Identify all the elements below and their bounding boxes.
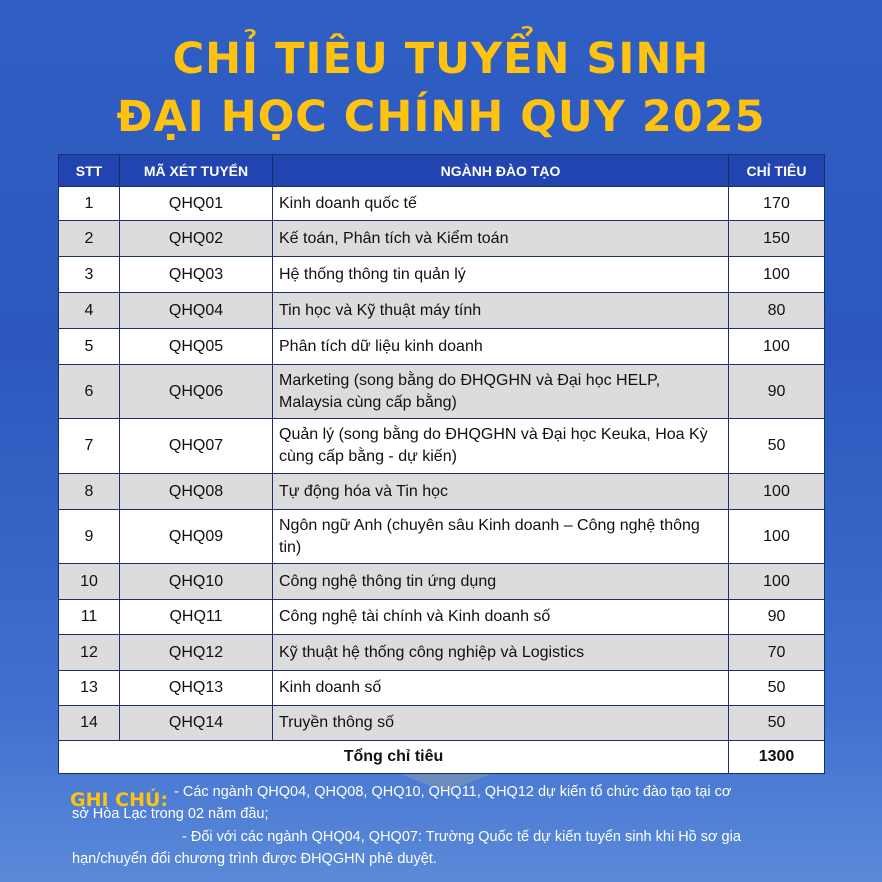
row-stt: 1 xyxy=(59,187,120,221)
row-quota: 100 xyxy=(729,329,825,365)
row-quota: 100 xyxy=(729,564,825,600)
row-quota: 100 xyxy=(729,257,825,293)
row-stt: 12 xyxy=(59,635,120,671)
note-2-line-1: - Đối với các ngành QHQ04, QHQ07: Trường Quốc tế dự kiến tuyển sinh khi Hồ sơ gia xyxy=(182,829,741,845)
row-major: Kỹ thuật hệ thống công nghiệp và Logistics xyxy=(273,635,729,671)
table-row xyxy=(59,564,825,600)
row-stt: 7 xyxy=(59,419,120,474)
row-stt: 6 xyxy=(59,365,120,419)
row-major: Kinh doanh quốc tế xyxy=(273,187,729,221)
row-code: QHQ08 xyxy=(120,474,273,510)
row-stt: 8 xyxy=(59,474,120,510)
row-quota: 100 xyxy=(729,510,825,564)
row-stt: 13 xyxy=(59,671,120,706)
row-major: Công nghệ tài chính và Kinh doanh số xyxy=(273,600,729,635)
row-major: Marketing (song bằng do ĐHQGHN và Đại học HELP, Malaysia cùng cấp bằng) xyxy=(273,365,729,419)
row-stt: 14 xyxy=(59,706,120,741)
row-code: QHQ04 xyxy=(120,293,273,329)
row-quota: 50 xyxy=(729,419,825,474)
table-row xyxy=(59,293,825,329)
row-stt: 4 xyxy=(59,293,120,329)
row-code: QHQ03 xyxy=(120,257,273,293)
total-value: 1300 xyxy=(729,741,825,774)
table-row xyxy=(59,671,825,706)
row-major: Tin học và Kỹ thuật máy tính xyxy=(273,293,729,329)
row-stt: 11 xyxy=(59,600,120,635)
row-code: QHQ07 xyxy=(120,419,273,474)
table-row xyxy=(59,221,825,257)
row-code: QHQ06 xyxy=(120,365,273,419)
header-major: NGÀNH ĐÀO TẠO xyxy=(273,155,729,187)
header-code: MÃ XÉT TUYỂN xyxy=(120,155,273,187)
table-header-row xyxy=(59,155,825,187)
row-major: Hệ thống thông tin quản lý xyxy=(273,257,729,293)
row-code: QHQ11 xyxy=(120,600,273,635)
row-code: QHQ13 xyxy=(120,671,273,706)
table-row xyxy=(59,600,825,635)
table-row xyxy=(59,706,825,741)
row-major: Kế toán, Phân tích và Kiểm toán xyxy=(273,221,729,257)
table-row xyxy=(59,510,825,564)
quota-table xyxy=(58,154,825,774)
note-1-line-1: - Các ngành QHQ04, QHQ08, QHQ10, QHQ11, QHQ12 dự kiến tổ chức đào tạo tại cơ xyxy=(174,784,732,800)
table-row xyxy=(59,474,825,510)
row-code: QHQ02 xyxy=(120,221,273,257)
table-row xyxy=(59,187,825,221)
note-2-line-2: hạn/chuyển đổi chương trình được ĐHQGHN phê duyệt. xyxy=(72,851,437,867)
row-quota: 90 xyxy=(729,600,825,635)
table-row xyxy=(59,257,825,293)
row-stt: 3 xyxy=(59,257,120,293)
header-quota: CHỈ TIÊU xyxy=(729,155,825,187)
row-quota: 100 xyxy=(729,474,825,510)
table-row xyxy=(59,329,825,365)
notes-label: GHI CHÚ: xyxy=(70,789,169,811)
row-quota: 50 xyxy=(729,706,825,741)
table-row xyxy=(59,419,825,474)
row-quota: 70 xyxy=(729,635,825,671)
row-code: QHQ01 xyxy=(120,187,273,221)
row-stt: 10 xyxy=(59,564,120,600)
table-row xyxy=(59,635,825,671)
total-label: Tổng chỉ tiêu xyxy=(59,741,729,774)
header-stt: STT xyxy=(59,155,120,187)
row-major: Công nghệ thông tin ứng dụng xyxy=(273,564,729,600)
row-code: QHQ14 xyxy=(120,706,273,741)
row-stt: 5 xyxy=(59,329,120,365)
row-quota: 90 xyxy=(729,365,825,419)
row-quota: 50 xyxy=(729,671,825,706)
row-stt: 2 xyxy=(59,221,120,257)
page-title-line-2: ĐẠI HỌC CHÍNH QUY 2025 xyxy=(116,92,766,142)
row-code: QHQ05 xyxy=(120,329,273,365)
row-quota: 150 xyxy=(729,221,825,257)
row-major: Kinh doanh số xyxy=(273,671,729,706)
row-stt: 9 xyxy=(59,510,120,564)
row-quota: 80 xyxy=(729,293,825,329)
row-major: Tự động hóa và Tin học xyxy=(273,474,729,510)
page-title-line-1: CHỈ TIÊU TUYỂN SINH xyxy=(172,34,710,84)
row-major: Ngôn ngữ Anh (chuyên sâu Kinh doanh – Công nghệ thông tin) xyxy=(273,510,729,564)
row-code: QHQ10 xyxy=(120,564,273,600)
note-1-line-2: sở Hòa Lạc trong 02 năm đầu; xyxy=(72,806,269,822)
row-quota: 170 xyxy=(729,187,825,221)
row-major: Quản lý (song bằng do ĐHQGHN và Đại học Keuka, Hoa Kỳ cùng cấp bằng - dự kiến) xyxy=(273,419,729,474)
table-row xyxy=(59,365,825,419)
row-major: Phân tích dữ liệu kinh doanh xyxy=(273,329,729,365)
total-row xyxy=(59,741,825,774)
row-code: QHQ09 xyxy=(120,510,273,564)
row-code: QHQ12 xyxy=(120,635,273,671)
row-major: Truyền thông số xyxy=(273,706,729,741)
